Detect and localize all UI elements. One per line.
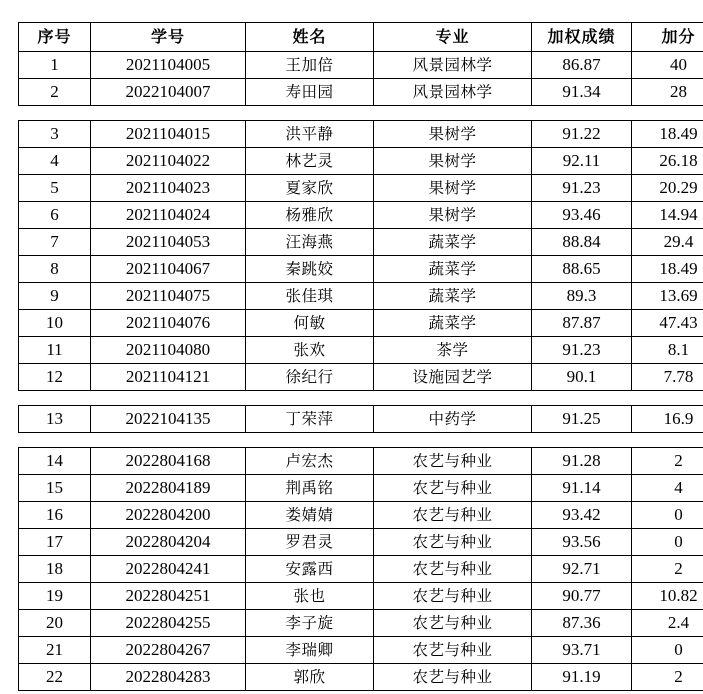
table-row [19, 475, 703, 502]
cell-bonus: 29.4 [632, 229, 703, 256]
cell-bonus: 28 [632, 79, 703, 106]
cell-bonus: 10.82 [632, 583, 703, 610]
cell-bonus: 0 [632, 529, 703, 556]
cell-name: 张佳琪 [246, 283, 374, 310]
cell-weighted-score: 91.22 [532, 121, 632, 148]
cell-major: 农艺与种业 [374, 583, 532, 610]
table-body [19, 52, 703, 691]
cell-seq: 14 [19, 448, 91, 475]
cell-seq: 15 [19, 475, 91, 502]
column-header-weighted-score: 加权成绩 [532, 23, 632, 52]
table-header-row [19, 23, 703, 52]
cell-bonus: 14.94 [632, 202, 703, 229]
column-header-bonus: 加分 [632, 23, 703, 52]
cell-student-id: 2022804241 [91, 556, 246, 583]
cell-weighted-score: 90.77 [532, 583, 632, 610]
cell-bonus: 2 [632, 448, 703, 475]
cell-major: 中药学 [374, 406, 532, 433]
cell-student-id: 2021104076 [91, 310, 246, 337]
table-row [19, 556, 703, 583]
cell-student-id: 2021104080 [91, 337, 246, 364]
table-row [19, 364, 703, 391]
cell-major: 果树学 [374, 202, 532, 229]
cell-bonus: 2 [632, 664, 703, 691]
cell-seq: 13 [19, 406, 91, 433]
cell-weighted-score: 91.25 [532, 406, 632, 433]
cell-seq: 19 [19, 583, 91, 610]
table-row [19, 637, 703, 664]
cell-name: 何敏 [246, 310, 374, 337]
cell-weighted-score: 89.3 [532, 283, 632, 310]
cell-bonus: 0 [632, 637, 703, 664]
cell-major: 果树学 [374, 121, 532, 148]
table-row [19, 121, 703, 148]
cell-name: 王加倍 [246, 52, 374, 79]
table-group-spacer [19, 106, 703, 121]
cell-bonus: 16.9 [632, 406, 703, 433]
cell-major: 农艺与种业 [374, 637, 532, 664]
table-row [19, 664, 703, 691]
cell-student-id: 2022804204 [91, 529, 246, 556]
cell-name: 徐纪行 [246, 364, 374, 391]
table-row [19, 202, 703, 229]
cell-bonus: 18.49 [632, 256, 703, 283]
cell-name: 林艺灵 [246, 148, 374, 175]
cell-major: 设施园艺学 [374, 364, 532, 391]
cell-bonus: 26.18 [632, 148, 703, 175]
cell-major: 茶学 [374, 337, 532, 364]
cell-weighted-score: 91.34 [532, 79, 632, 106]
cell-name: 丁荣萍 [246, 406, 374, 433]
cell-name: 寿田园 [246, 79, 374, 106]
table-row [19, 406, 703, 433]
cell-name: 安露西 [246, 556, 374, 583]
cell-student-id: 2021104015 [91, 121, 246, 148]
cell-name: 杨雅欣 [246, 202, 374, 229]
cell-name: 卢宏杰 [246, 448, 374, 475]
cell-weighted-score: 91.23 [532, 175, 632, 202]
cell-weighted-score: 87.36 [532, 610, 632, 637]
cell-major: 农艺与种业 [374, 664, 532, 691]
cell-weighted-score: 88.65 [532, 256, 632, 283]
cell-student-id: 2021104053 [91, 229, 246, 256]
cell-bonus: 4 [632, 475, 703, 502]
cell-student-id: 2022104135 [91, 406, 246, 433]
cell-name: 汪海燕 [246, 229, 374, 256]
column-header-student-id: 学号 [91, 23, 246, 52]
cell-student-id: 2021104024 [91, 202, 246, 229]
cell-weighted-score: 92.71 [532, 556, 632, 583]
table-row [19, 583, 703, 610]
grade-table [18, 22, 703, 691]
cell-major: 农艺与种业 [374, 556, 532, 583]
table-row [19, 256, 703, 283]
cell-major: 果树学 [374, 148, 532, 175]
table-row [19, 148, 703, 175]
cell-major: 蔬菜学 [374, 283, 532, 310]
cell-seq: 3 [19, 121, 91, 148]
cell-seq: 5 [19, 175, 91, 202]
table-row [19, 610, 703, 637]
cell-bonus: 18.49 [632, 121, 703, 148]
cell-student-id: 2022804251 [91, 583, 246, 610]
cell-major: 蔬菜学 [374, 229, 532, 256]
cell-weighted-score: 90.1 [532, 364, 632, 391]
cell-seq: 6 [19, 202, 91, 229]
cell-weighted-score: 93.42 [532, 502, 632, 529]
cell-weighted-score: 93.71 [532, 637, 632, 664]
cell-bonus: 2 [632, 556, 703, 583]
table-row [19, 502, 703, 529]
cell-weighted-score: 88.84 [532, 229, 632, 256]
cell-seq: 10 [19, 310, 91, 337]
cell-weighted-score: 91.28 [532, 448, 632, 475]
table-group-spacer-cell [19, 106, 703, 121]
cell-student-id: 2022804200 [91, 502, 246, 529]
cell-bonus: 7.78 [632, 364, 703, 391]
cell-name: 李瑞卿 [246, 637, 374, 664]
cell-weighted-score: 93.46 [532, 202, 632, 229]
table-row [19, 79, 703, 106]
cell-major: 农艺与种业 [374, 529, 532, 556]
cell-bonus: 47.43 [632, 310, 703, 337]
cell-major: 蔬菜学 [374, 256, 532, 283]
cell-major: 风景园林学 [374, 79, 532, 106]
cell-seq: 17 [19, 529, 91, 556]
table-row [19, 310, 703, 337]
cell-seq: 2 [19, 79, 91, 106]
cell-weighted-score: 91.14 [532, 475, 632, 502]
table-row [19, 52, 703, 79]
cell-student-id: 2022804255 [91, 610, 246, 637]
cell-weighted-score: 92.11 [532, 148, 632, 175]
cell-name: 秦跳姣 [246, 256, 374, 283]
cell-name: 罗君灵 [246, 529, 374, 556]
column-header-seq: 序号 [19, 23, 91, 52]
cell-seq: 9 [19, 283, 91, 310]
column-header-major: 专业 [374, 23, 532, 52]
cell-major: 农艺与种业 [374, 502, 532, 529]
cell-bonus: 2.4 [632, 610, 703, 637]
cell-major: 蔬菜学 [374, 310, 532, 337]
cell-bonus: 40 [632, 52, 703, 79]
cell-student-id: 2021104022 [91, 148, 246, 175]
table-group-spacer [19, 391, 703, 406]
table-row [19, 448, 703, 475]
cell-weighted-score: 93.56 [532, 529, 632, 556]
cell-name: 洪平静 [246, 121, 374, 148]
cell-name: 张欢 [246, 337, 374, 364]
cell-bonus: 13.69 [632, 283, 703, 310]
table-group-spacer-cell [19, 391, 703, 406]
cell-seq: 21 [19, 637, 91, 664]
cell-student-id: 2022804168 [91, 448, 246, 475]
table-row [19, 529, 703, 556]
cell-student-id: 2022804283 [91, 664, 246, 691]
cell-major: 果树学 [374, 175, 532, 202]
cell-name: 李子旋 [246, 610, 374, 637]
cell-major: 农艺与种业 [374, 610, 532, 637]
cell-bonus: 0 [632, 502, 703, 529]
table-header [19, 23, 703, 52]
cell-name: 夏家欣 [246, 175, 374, 202]
cell-name: 荆禹铭 [246, 475, 374, 502]
cell-student-id: 2021104023 [91, 175, 246, 202]
cell-weighted-score: 86.87 [532, 52, 632, 79]
cell-name: 郭欣 [246, 664, 374, 691]
table-row [19, 283, 703, 310]
cell-name: 张也 [246, 583, 374, 610]
cell-student-id: 2021104067 [91, 256, 246, 283]
cell-seq: 4 [19, 148, 91, 175]
cell-seq: 18 [19, 556, 91, 583]
cell-student-id: 2021104005 [91, 52, 246, 79]
cell-weighted-score: 91.23 [532, 337, 632, 364]
cell-name: 娄婧婧 [246, 502, 374, 529]
cell-seq: 22 [19, 664, 91, 691]
cell-major: 风景园林学 [374, 52, 532, 79]
cell-student-id: 2021104075 [91, 283, 246, 310]
table-group-spacer [19, 433, 703, 448]
cell-major: 农艺与种业 [374, 475, 532, 502]
cell-seq: 16 [19, 502, 91, 529]
cell-major: 农艺与种业 [374, 448, 532, 475]
table-row [19, 175, 703, 202]
column-header-name: 姓名 [246, 23, 374, 52]
cell-bonus: 8.1 [632, 337, 703, 364]
cell-student-id: 2022804189 [91, 475, 246, 502]
cell-weighted-score: 91.19 [532, 664, 632, 691]
cell-bonus: 20.29 [632, 175, 703, 202]
cell-weighted-score: 87.87 [532, 310, 632, 337]
cell-seq: 11 [19, 337, 91, 364]
table-row [19, 337, 703, 364]
table-row [19, 229, 703, 256]
cell-seq: 12 [19, 364, 91, 391]
table-group-spacer-cell [19, 433, 703, 448]
cell-seq: 7 [19, 229, 91, 256]
cell-seq: 20 [19, 610, 91, 637]
cell-student-id: 2021104121 [91, 364, 246, 391]
cell-student-id: 2022804267 [91, 637, 246, 664]
cell-seq: 1 [19, 52, 91, 79]
cell-student-id: 2022104007 [91, 79, 246, 106]
cell-seq: 8 [19, 256, 91, 283]
